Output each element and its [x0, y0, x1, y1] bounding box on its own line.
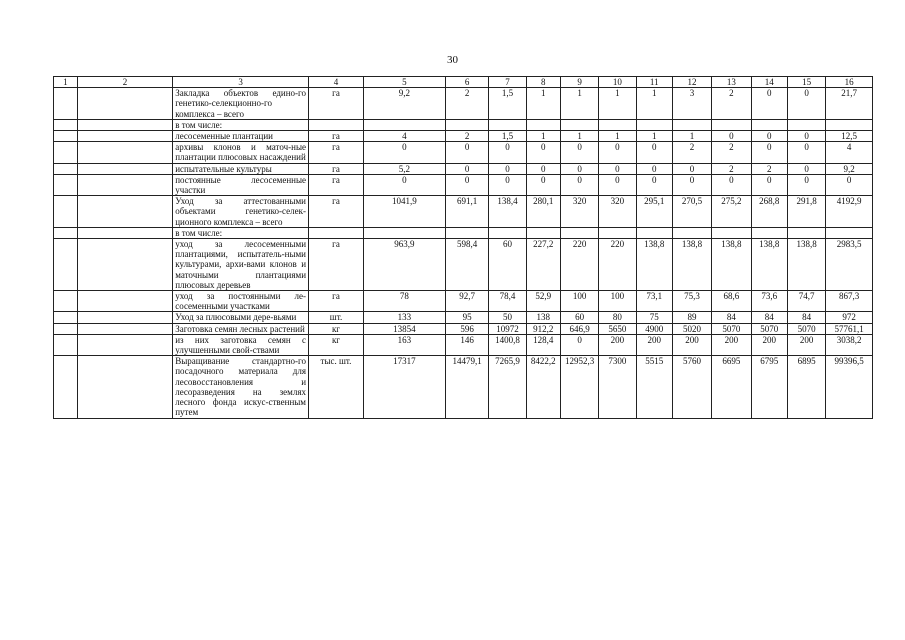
col1-cell: [54, 227, 78, 238]
value-cell: 320: [599, 196, 636, 228]
value-cell: 92,7: [445, 291, 489, 312]
value-cell: 295,1: [636, 196, 672, 228]
value-cell: [363, 119, 445, 130]
value-cell: 4: [826, 142, 873, 163]
value-cell: 268,8: [751, 196, 787, 228]
value-cell: 1: [560, 88, 598, 120]
value-cell: 0: [445, 174, 489, 195]
table-row: [54, 119, 873, 130]
value-cell: 8422,2: [526, 356, 560, 418]
value-cell: [489, 119, 526, 130]
col2-cell: [77, 119, 172, 130]
row-name: испытательные культуры: [173, 163, 309, 174]
value-cell: [672, 119, 711, 130]
value-cell: 0: [363, 142, 445, 163]
col1-cell: [54, 119, 78, 130]
col1-cell: [54, 291, 78, 312]
value-cell: 9,2: [826, 163, 873, 174]
col1-cell: [54, 334, 78, 355]
value-cell: 646,9: [560, 323, 598, 334]
value-cell: 200: [712, 334, 751, 355]
value-cell: 4192,9: [826, 196, 873, 228]
value-cell: 0: [787, 174, 825, 195]
value-cell: 5070: [751, 323, 787, 334]
value-cell: 596: [445, 323, 489, 334]
table-row: [54, 227, 873, 238]
value-cell: 73,1: [636, 291, 672, 312]
value-cell: 75: [636, 312, 672, 323]
value-cell: 912,2: [526, 323, 560, 334]
row-name: Уход за плюсовыми дере-вьями: [173, 312, 309, 323]
value-cell: 0: [489, 163, 526, 174]
value-cell: 5070: [787, 323, 825, 334]
value-cell: 1: [599, 131, 636, 142]
row-name: уход за лесосеменными плантациями, испытатель-ными культурами, архи-вами клонов и маточными плантациями плюсовых деревьев: [173, 239, 309, 291]
row-name: Уход за аттестованными объектами генетико-селек-ционного комплекса – всего: [173, 196, 309, 228]
col2-cell: [77, 312, 172, 323]
value-cell: [636, 119, 672, 130]
row-name: Закладка объектов едино-го генетико-селекционно-го комплекса – всего: [173, 88, 309, 120]
row-unit: га: [309, 88, 364, 120]
value-cell: 163: [363, 334, 445, 355]
col2-cell: [77, 356, 172, 418]
value-cell: [672, 227, 711, 238]
value-cell: [599, 227, 636, 238]
value-cell: 13854: [363, 323, 445, 334]
value-cell: 2: [672, 142, 711, 163]
value-cell: [787, 119, 825, 130]
header-cell: 4: [309, 77, 364, 88]
page-number: 30: [447, 54, 458, 66]
value-cell: 200: [787, 334, 825, 355]
col1-cell: [54, 323, 78, 334]
value-cell: 0: [672, 163, 711, 174]
value-cell: 0: [787, 142, 825, 163]
row-name: из них заготовка семян с улучшенными свой-ствами: [173, 334, 309, 355]
header-cell: 1: [54, 77, 78, 88]
value-cell: 1: [560, 131, 598, 142]
row-unit: тыс. шт.: [309, 356, 364, 418]
row-unit: шт.: [309, 312, 364, 323]
col2-cell: [77, 227, 172, 238]
value-cell: [599, 119, 636, 130]
value-cell: 84: [751, 312, 787, 323]
value-cell: 14479,1: [445, 356, 489, 418]
value-cell: 17317: [363, 356, 445, 418]
value-cell: [489, 227, 526, 238]
value-cell: 0: [526, 174, 560, 195]
data-table: [53, 76, 873, 419]
row-unit: га: [309, 163, 364, 174]
value-cell: 2: [445, 88, 489, 120]
value-cell: 138: [526, 312, 560, 323]
header-cell: 6: [445, 77, 489, 88]
header-cell: 7: [489, 77, 526, 88]
value-cell: 0: [826, 174, 873, 195]
value-cell: 3: [672, 88, 711, 120]
row-unit: га: [309, 142, 364, 163]
value-cell: 1: [672, 131, 711, 142]
value-cell: 9,2: [363, 88, 445, 120]
value-cell: 220: [560, 239, 598, 291]
col2-cell: [77, 323, 172, 334]
value-cell: 138,8: [672, 239, 711, 291]
col1-cell: [54, 239, 78, 291]
value-cell: 320: [560, 196, 598, 228]
value-cell: 5,2: [363, 163, 445, 174]
value-cell: [712, 119, 751, 130]
value-cell: 1: [636, 88, 672, 120]
value-cell: [636, 227, 672, 238]
value-cell: 52,9: [526, 291, 560, 312]
value-cell: 291,8: [787, 196, 825, 228]
value-cell: 7265,9: [489, 356, 526, 418]
header-cell: 14: [751, 77, 787, 88]
value-cell: 0: [636, 163, 672, 174]
col1-cell: [54, 142, 78, 163]
value-cell: 74,7: [787, 291, 825, 312]
table-row: [54, 142, 873, 163]
value-cell: 4: [363, 131, 445, 142]
row-unit: кг: [309, 323, 364, 334]
value-cell: [526, 119, 560, 130]
row-unit: га: [309, 131, 364, 142]
value-cell: 6795: [751, 356, 787, 418]
value-cell: [445, 227, 489, 238]
table-row: [54, 312, 873, 323]
value-cell: 200: [672, 334, 711, 355]
value-cell: 0: [363, 174, 445, 195]
col1-cell: [54, 163, 78, 174]
value-cell: 1: [599, 88, 636, 120]
value-cell: 6895: [787, 356, 825, 418]
value-cell: 0: [599, 163, 636, 174]
col1-cell: [54, 312, 78, 323]
table-row: [54, 174, 873, 195]
row-unit: [309, 227, 364, 238]
value-cell: [363, 227, 445, 238]
value-cell: 1041,9: [363, 196, 445, 228]
col2-cell: [77, 239, 172, 291]
value-cell: 0: [751, 142, 787, 163]
value-cell: 0: [599, 174, 636, 195]
value-cell: 5650: [599, 323, 636, 334]
value-cell: 275,2: [712, 196, 751, 228]
value-cell: [560, 227, 598, 238]
header-cell: 10: [599, 77, 636, 88]
value-cell: 2983,5: [826, 239, 873, 291]
value-cell: 57761,1: [826, 323, 873, 334]
value-cell: 2: [751, 163, 787, 174]
table-row: [54, 323, 873, 334]
header-cell: 12: [672, 77, 711, 88]
value-cell: 0: [445, 142, 489, 163]
row-unit: [309, 119, 364, 130]
value-cell: 100: [599, 291, 636, 312]
col1-cell: [54, 174, 78, 195]
value-cell: 2: [712, 142, 751, 163]
value-cell: 0: [636, 174, 672, 195]
value-cell: [526, 227, 560, 238]
value-cell: 598,4: [445, 239, 489, 291]
value-cell: 10972: [489, 323, 526, 334]
value-cell: 5760: [672, 356, 711, 418]
value-cell: 68,6: [712, 291, 751, 312]
value-cell: 1,5: [489, 88, 526, 120]
value-cell: 21,7: [826, 88, 873, 120]
value-cell: 4900: [636, 323, 672, 334]
value-cell: 200: [751, 334, 787, 355]
header-cell: 15: [787, 77, 825, 88]
value-cell: 0: [787, 131, 825, 142]
value-cell: 1400,8: [489, 334, 526, 355]
value-cell: 0: [560, 163, 598, 174]
value-cell: 128,4: [526, 334, 560, 355]
value-cell: 84: [787, 312, 825, 323]
value-cell: 0: [560, 142, 598, 163]
value-cell: 0: [526, 142, 560, 163]
table-row: [54, 88, 873, 120]
value-cell: 80: [599, 312, 636, 323]
value-cell: 12952,3: [560, 356, 598, 418]
row-unit: га: [309, 196, 364, 228]
value-cell: 963,9: [363, 239, 445, 291]
value-cell: 78,4: [489, 291, 526, 312]
value-cell: 0: [712, 174, 751, 195]
table-row: [54, 131, 873, 142]
value-cell: 73,6: [751, 291, 787, 312]
value-cell: [445, 119, 489, 130]
col1-cell: [54, 88, 78, 120]
value-cell: 5020: [672, 323, 711, 334]
value-cell: 2: [712, 163, 751, 174]
value-cell: 0: [526, 163, 560, 174]
value-cell: 2: [445, 131, 489, 142]
col2-cell: [77, 131, 172, 142]
value-cell: 220: [599, 239, 636, 291]
value-cell: 1: [526, 131, 560, 142]
value-cell: [751, 227, 787, 238]
value-cell: 146: [445, 334, 489, 355]
header-cell: 2: [77, 77, 172, 88]
value-cell: 0: [489, 174, 526, 195]
row-name: архивы клонов и маточ-ные плантации плюсовых насаждений: [173, 142, 309, 163]
value-cell: 0: [787, 163, 825, 174]
table-row: [54, 291, 873, 312]
value-cell: 0: [560, 174, 598, 195]
header-cell: 11: [636, 77, 672, 88]
value-cell: 99396,5: [826, 356, 873, 418]
value-cell: 270,5: [672, 196, 711, 228]
col2-cell: [77, 88, 172, 120]
col1-cell: [54, 356, 78, 418]
table-row: [54, 356, 873, 418]
header-cell: 9: [560, 77, 598, 88]
value-cell: 0: [599, 142, 636, 163]
value-cell: 3038,2: [826, 334, 873, 355]
row-name: уход за постоянными ле-сосеменными участками: [173, 291, 309, 312]
value-cell: 7300: [599, 356, 636, 418]
row-name: Заготовка семян лесных растений: [173, 323, 309, 334]
header-cell: 5: [363, 77, 445, 88]
value-cell: 1: [636, 131, 672, 142]
value-cell: 6695: [712, 356, 751, 418]
row-unit: кг: [309, 334, 364, 355]
table-body: [54, 77, 873, 419]
header-cell: 8: [526, 77, 560, 88]
value-cell: 867,3: [826, 291, 873, 312]
row-name: в том числе:: [173, 227, 309, 238]
value-cell: 84: [712, 312, 751, 323]
value-cell: 0: [787, 88, 825, 120]
value-cell: 95: [445, 312, 489, 323]
col2-cell: [77, 196, 172, 228]
value-cell: [712, 227, 751, 238]
row-unit: га: [309, 174, 364, 195]
value-cell: 133: [363, 312, 445, 323]
value-cell: 0: [751, 174, 787, 195]
value-cell: 200: [636, 334, 672, 355]
value-cell: 0: [560, 334, 598, 355]
value-cell: [560, 119, 598, 130]
value-cell: 50: [489, 312, 526, 323]
row-unit: га: [309, 291, 364, 312]
value-cell: 60: [489, 239, 526, 291]
value-cell: 691,1: [445, 196, 489, 228]
value-cell: 78: [363, 291, 445, 312]
value-cell: 5515: [636, 356, 672, 418]
value-cell: 138,8: [787, 239, 825, 291]
value-cell: 89: [672, 312, 711, 323]
header-cell: 3: [173, 77, 309, 88]
value-cell: 0: [445, 163, 489, 174]
value-cell: [826, 227, 873, 238]
value-cell: 0: [636, 142, 672, 163]
table-row: [54, 239, 873, 291]
value-cell: 0: [489, 142, 526, 163]
col2-cell: [77, 142, 172, 163]
header-cell: 13: [712, 77, 751, 88]
value-cell: 12,5: [826, 131, 873, 142]
value-cell: 1: [526, 88, 560, 120]
value-cell: [787, 227, 825, 238]
value-cell: 2: [712, 88, 751, 120]
header-row: [54, 77, 873, 88]
value-cell: 138,4: [489, 196, 526, 228]
row-unit: га: [309, 239, 364, 291]
value-cell: [826, 119, 873, 130]
table-row: [54, 196, 873, 228]
col2-cell: [77, 174, 172, 195]
value-cell: 200: [599, 334, 636, 355]
value-cell: 972: [826, 312, 873, 323]
value-cell: 138,8: [751, 239, 787, 291]
row-name: постоянные лесосеменные участки: [173, 174, 309, 195]
value-cell: 0: [712, 131, 751, 142]
table-row: [54, 163, 873, 174]
value-cell: 227,2: [526, 239, 560, 291]
value-cell: 1,5: [489, 131, 526, 142]
col1-cell: [54, 131, 78, 142]
value-cell: 138,8: [636, 239, 672, 291]
col2-cell: [77, 163, 172, 174]
col1-cell: [54, 196, 78, 228]
row-name: в том числе:: [173, 119, 309, 130]
header-cell: 16: [826, 77, 873, 88]
value-cell: 100: [560, 291, 598, 312]
row-name: Выращивание стандартно-го посадочного материала для лесовосстановления и лесоразведения на землях лесного фонда искус-ственным путем: [173, 356, 309, 418]
value-cell: 60: [560, 312, 598, 323]
col2-cell: [77, 334, 172, 355]
row-name: лесосеменные плантации: [173, 131, 309, 142]
value-cell: 280,1: [526, 196, 560, 228]
value-cell: 0: [751, 88, 787, 120]
table-row: [54, 334, 873, 355]
col2-cell: [77, 291, 172, 312]
value-cell: 0: [751, 131, 787, 142]
value-cell: 138,8: [712, 239, 751, 291]
value-cell: 75,3: [672, 291, 711, 312]
value-cell: 5070: [712, 323, 751, 334]
value-cell: 0: [672, 174, 711, 195]
value-cell: [751, 119, 787, 130]
